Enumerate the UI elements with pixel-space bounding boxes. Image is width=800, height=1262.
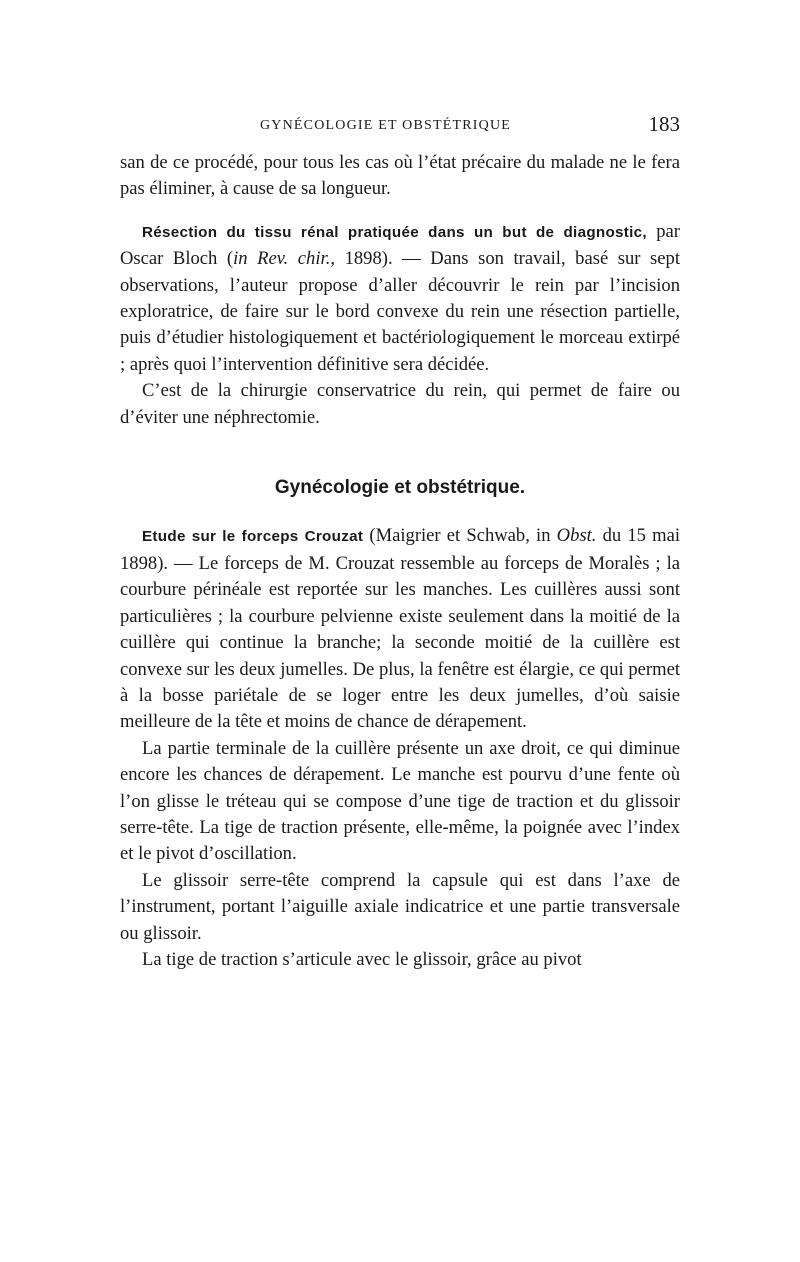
article-forceps-paragraph-4: La tige de traction s’articule avec le glissoir, grâce au pivot <box>142 948 582 970</box>
article-title-forceps: Etude sur le forceps Crouzat <box>142 528 364 546</box>
article-body: , 1898). — Dans son travail, basé sur sept observations, l’auteur propose d’aller découvrir le rein par l’incision exploratrice, de faire sur le bord convexe du rein une résection partielle, puis d’étudier histologiquement et bactériologiquement le morceau extirpé ; après quoi l’intervention définitive sera décidée. <box>120 248 681 375</box>
journal-reference-obst: Obst. <box>556 525 597 547</box>
article-source: (Maigrier et Schwab, in <box>363 525 557 547</box>
article-resection-conclusion: C’est de la chirurgie conservatrice du rein, qui permet de faire ou d’éviter une néphrectomie. <box>120 380 680 428</box>
journal-reference: in Rev. chir. <box>233 248 331 270</box>
page-number: 183 <box>648 112 680 136</box>
article-author: par Oscar Bloch ( <box>120 220 681 270</box>
page-body <box>120 150 680 973</box>
page-header <box>120 112 680 142</box>
article-forceps-paragraph-3: Le glissoir serre-tête comprend la capsule qui est dans l’axe de l’instrument, portant l’aiguille axiale indicatrice et une partie transversale ou glissoir. <box>120 869 680 944</box>
spacer <box>120 203 680 219</box>
article-resection-paragraph <box>120 219 680 378</box>
article-forceps-paragraph-2: La partie terminale de la cuillère présente un axe droit, ce qui diminue encore les chances de dérapement. Le manche est pourvu d’une fente où l’on glisse le tréteau qui se compose d’une tige de traction et du glissoir serre-tête. La tige de traction présente, elle-même, la poignée avec l’index et le pivot d’oscillation. <box>120 737 680 865</box>
article-title-resection: Résection du tissu rénal pratiquée dans un but de diagnostic, <box>142 223 647 241</box>
running-head: GYNÉCOLOGIE ET OBSTÉTRIQUE <box>260 118 512 133</box>
article-body: du 15 mai 1898). — Le forceps de M. Crouzat ressemble au forceps de Moralès ; la courbure périnéale est reportée sur les manches. Les cuillères aussi sont particulières ; la courbure pelvienne existe seulement dans la moitié de la cuillère qui continue la branche; la seconde moitié de la cuillère est convexe sur les deux jumelles. De plus, la fenêtre est élargie, ce qui permet à la bosse pariétale de se loger entre les deux jumelles, d’où saisie meilleure de la tête et moins de chance de dérapement. <box>120 525 681 733</box>
section-heading: Gynécologie et obstétrique. <box>274 477 526 499</box>
paragraph-continuation: san de ce procédé, pour tous les cas où l’état précaire du malade ne le fera pas éliminer, à cause de sa longueur. <box>120 152 680 200</box>
article-forceps-paragraph <box>120 523 680 735</box>
